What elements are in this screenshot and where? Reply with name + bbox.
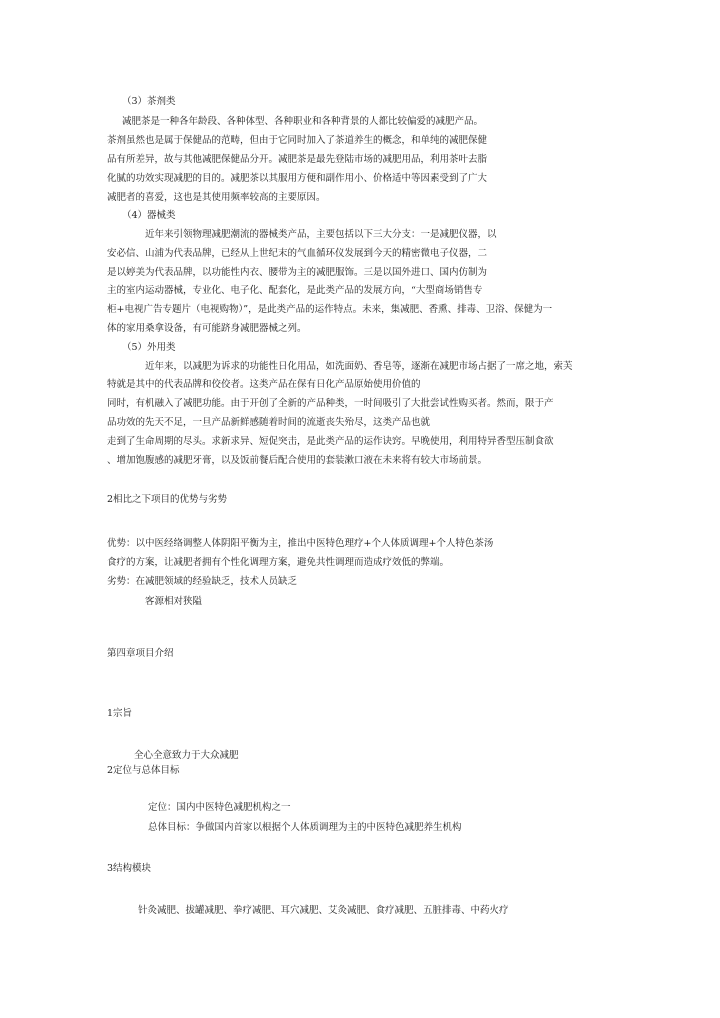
section-heading-positioning: 2定位与总体目标 xyxy=(107,765,180,776)
text-line: 总体目标：争做国内首家以根据个人体质调理为主的中医特色减肥养生机构 xyxy=(148,822,462,833)
text-line: 、增加饱腹感的减肥牙膏，以及饭前餐后配合使用的套装漱口液在未来将有较大市场前景。 xyxy=(107,455,488,466)
text-line: 针灸减肥、拔罐减肥、拳疗减肥、耳穴减肥、艾灸减肥、食疗减肥、五脏排毒、中药火疗 xyxy=(138,905,509,916)
text-line: 近年来引领物理减肥潮流的器械类产品，主要包括以下三大分支：一是减肥仪器，以 xyxy=(145,229,497,240)
section-heading-modules: 3结构模块 xyxy=(107,863,152,874)
text-line: 化腻的功效实现减肥的目的。减肥茶以其服用方便和副作用小、价格适中等因素受到了广大 xyxy=(107,173,488,184)
text-line: 近年来，以减肥为诉求的功能性日化用品，如洗面奶、香皂等，逐渐在减肥市场占据了一席之地，索芙 xyxy=(145,361,573,372)
text-line: 优势：以中医经络调整人体阴阳平衡为主，推出中医特色理疗+个人体质调理+个人特色茶汤 xyxy=(107,538,494,549)
text-line: 茶剂虽然也是属于保健品的范畴，但由于它同时加入了茶道养生的概念，和单纯的减肥保健 xyxy=(107,135,488,146)
section-heading-purpose: 1宗旨 xyxy=(107,708,133,719)
section-heading-pros-cons: 2相比之下项目的优势与劣势 xyxy=(107,494,228,505)
chapter-heading: 第四章项目介绍 xyxy=(107,648,174,659)
text-line: 品有所差异，故与其他减肥保健品分开。减肥茶是最先登陆市场的减肥用品，利用茶叶去脂 xyxy=(107,154,488,165)
text-line: 减肥者的喜爱，这也是其使用频率较高的主要原因。 xyxy=(107,192,326,203)
text-line: 品功效的先天不足，一旦产品新鲜感随着时间的流逝丧失殆尽，这类产品也就 xyxy=(107,417,431,428)
text-line: 特就是其中的代表品牌和佼佼者。这类产品在保有日化产品原始使用价值的 xyxy=(107,379,421,390)
text-line: 减肥茶是一种各年龄段、各种体型、各种职业和各种背景的人都比较偏爱的减肥产品。 xyxy=(122,116,484,127)
text-line: 定位：国内中医特色减肥机构之一 xyxy=(148,802,291,813)
text-line: 主的室内运动器械，专业化、电子化、配套化，是此类产品的发展方向，“大型商场销售专 xyxy=(107,285,483,296)
text-line: 劣势：在减肥领域的经验缺乏，技术人员缺乏 xyxy=(107,576,298,587)
text-line: 同时，有机融入了减肥功能。由于开创了全新的产品种类，一时间吸引了大批尝试性购买者。然而，限于产 xyxy=(107,398,554,409)
subsection-heading-tea: （3）茶剂类 xyxy=(122,96,176,107)
text-line: 全心全意致力于大众减肥 xyxy=(134,750,239,761)
text-line: 体的家用桑拿设备，有可能跻身减肥器械之列。 xyxy=(107,323,307,334)
subsection-heading-topical: （5）外用类 xyxy=(122,342,176,353)
text-line: 客源相对狭隘 xyxy=(145,596,203,607)
text-line: 柜+电视广告专题片（电视购物）”，是此类产品的运作特点。未来，集减肥、香熏、排毒、卫浴、保健为一 xyxy=(107,304,553,315)
text-line: 是以婷美为代表品牌，以功能性内衣、腰带为主的减肥服饰。三是以国外进口、国内仿制为 xyxy=(107,267,488,278)
text-line: 走到了生命周期的尽头。求新求异、短促突击，是此类产品的运作诀窍。早晚使用，利用特异香型压制食欲 xyxy=(107,436,554,447)
text-line: 安必信、山浦为代表品牌，已经从上世纪末的气血循环仪发展到今天的精密微电子仪器，二 xyxy=(107,248,488,259)
subsection-heading-equipment: （4）器械类 xyxy=(122,210,176,221)
text-line: 食疗的方案，让减肥者拥有个性化调理方案，避免共性调理而造成疗效低的弊端。 xyxy=(107,557,450,568)
